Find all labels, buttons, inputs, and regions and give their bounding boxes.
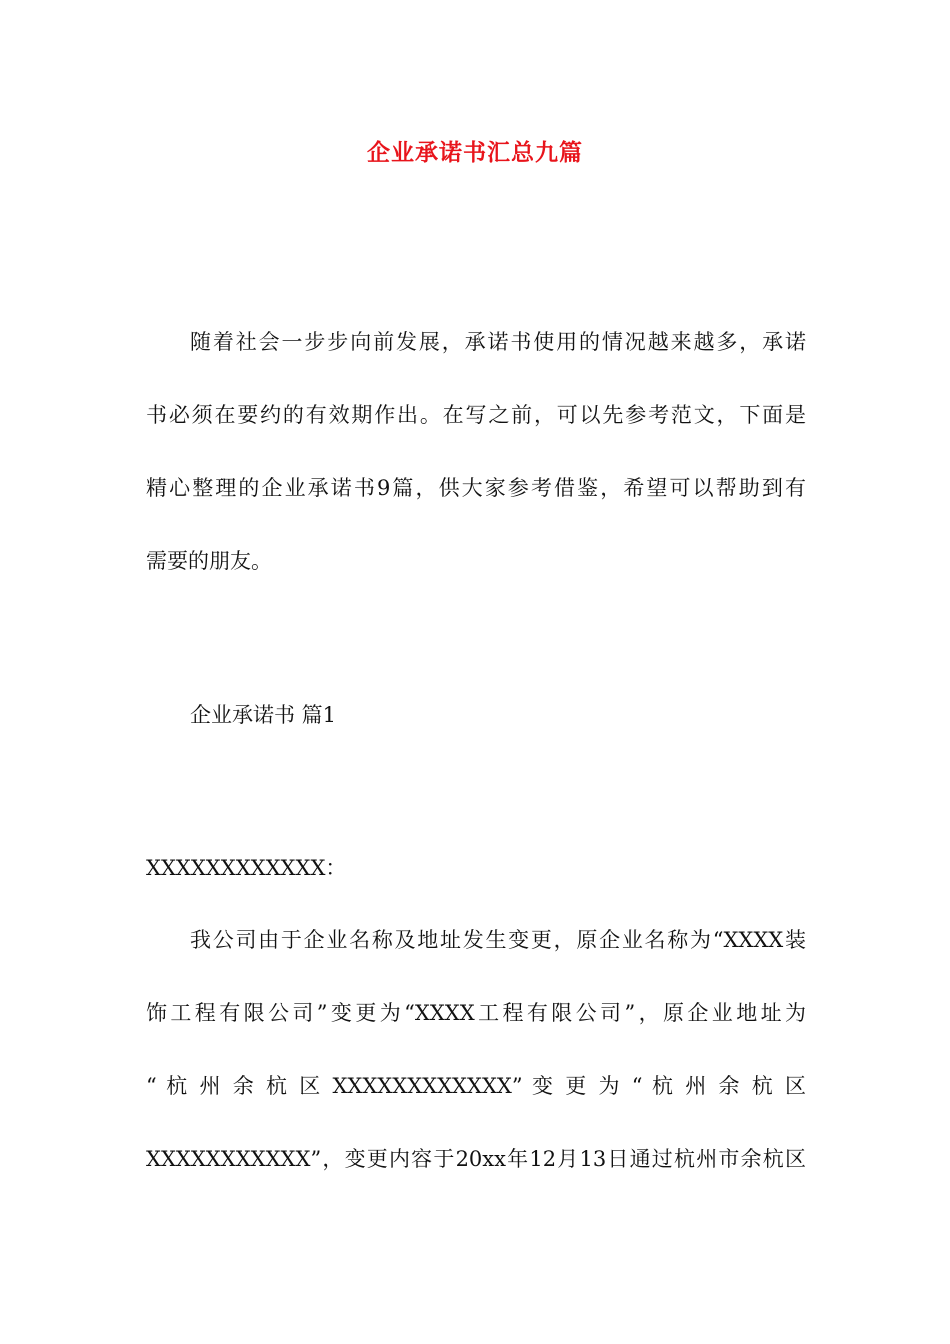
intro-paragraph-line: 书必须在要约的有效期作出。在写之前，可以先参考范文，下面是 bbox=[146, 403, 806, 427]
section-heading: 企业承诺书 篇1 bbox=[190, 703, 337, 727]
body-paragraph-line: “ 杭 州 余 杭 区 XXXXXXXXXXXX” 变 更 为 “ 杭 州 余 杭 区 bbox=[146, 1074, 806, 1098]
salutation: XXXXXXXXXXXX： bbox=[146, 856, 347, 880]
document-title: 企业承诺书汇总九篇 bbox=[367, 139, 583, 166]
body-paragraph-line: 饰工程有限公司”变更为“XXXX工程有限公司”，原企业地址为 bbox=[146, 1001, 806, 1025]
intro-paragraph-line: 精心整理的企业承诺书9篇，供大家参考借鉴，希望可以帮助到有 bbox=[146, 476, 806, 500]
body-paragraph-line: 我公司由于企业名称及地址发生变更，原企业名称为“XXXX装 bbox=[190, 928, 806, 952]
intro-paragraph-line: 需要的朋友。 bbox=[146, 549, 272, 573]
body-paragraph-line: XXXXXXXXXXX”，变更内容于20xx年12月13日通过杭州市余杭区 bbox=[146, 1147, 806, 1171]
intro-paragraph-line: 随着社会一步步向前发展，承诺书使用的情况越来越多，承诺 bbox=[190, 330, 806, 354]
